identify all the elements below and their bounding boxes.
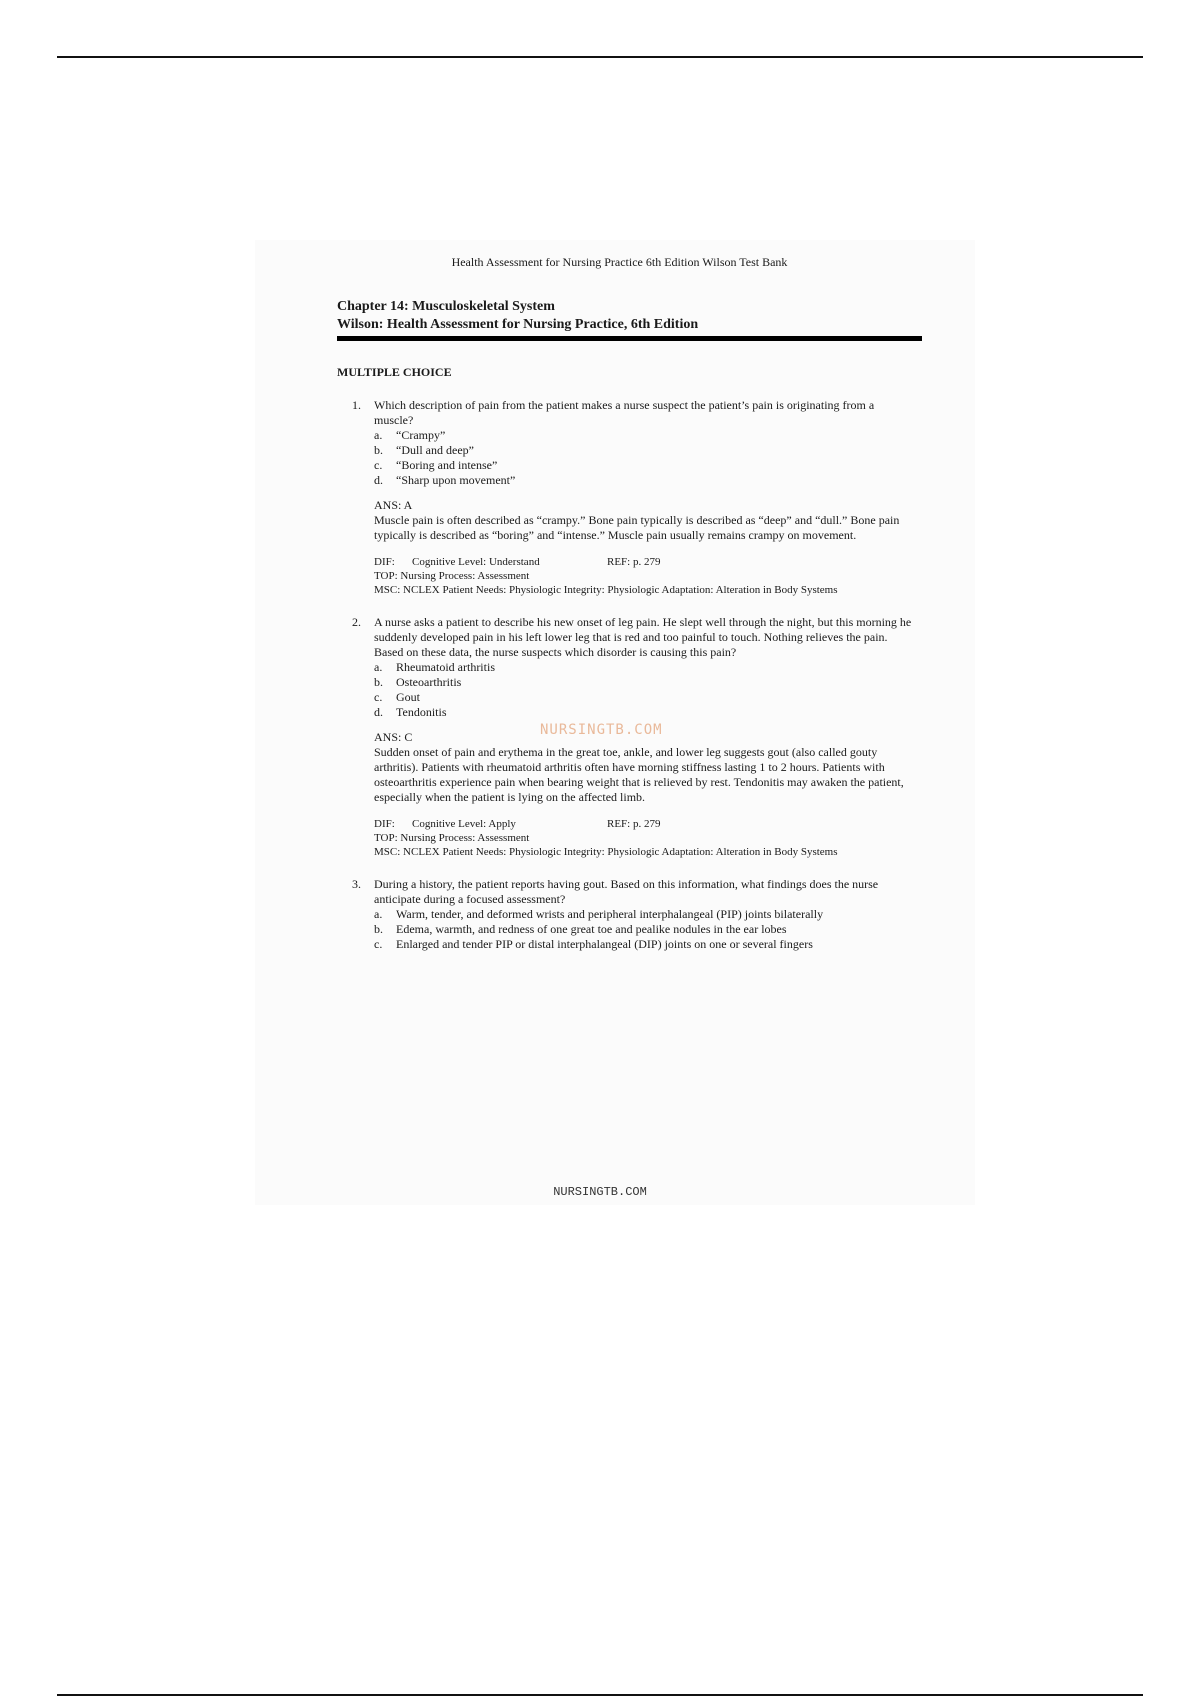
dif-value: Cognitive Level: Apply xyxy=(412,818,516,830)
page-footer: NURSINGTB.COM xyxy=(553,1185,647,1199)
option xyxy=(374,443,914,458)
dif-label: DIF: xyxy=(374,818,395,830)
option-text: “Sharp upon movement” xyxy=(396,473,516,487)
dif-label: DIF: xyxy=(374,556,395,568)
ref-value: REF: p. 279 xyxy=(607,556,661,568)
question-stem: A nurse asks a patient to describe his new onset of leg pain. He slept well through the night, but this morning he suddenly developed pain in his left lower leg that is red and too painful to touch. Nothing relieves the pain. Based on these data, the nurse suspects which disorder is causing this pain? xyxy=(374,615,912,659)
option-letter: a. xyxy=(374,660,383,674)
question-stem: Which description of pain from the patient makes a nurse suspect the patient’s pain is originating from a muscle? xyxy=(374,398,875,427)
question-number: 2. xyxy=(352,615,361,629)
option-letter: a. xyxy=(374,428,383,442)
option-text: Edema, warmth, and redness of one great toe and pealike nodules in the ear lobes xyxy=(396,922,787,936)
top-value: TOP: Nursing Process: Assessment xyxy=(374,832,530,844)
chapter-heading xyxy=(337,298,922,334)
rationale: Sudden onset of pain and erythema in the great toe, ankle, and lower leg suggests gout (also called gouty arthritis). Patients with rheumatoid arthritis often have morning stiffness lasting 1 to 2 hours. Patients with osteoarthritis experience pain when bearing weight that is relieved by rest. Tendonitis may awaken the patient, especially when the patient is lying on the affected limb. xyxy=(374,745,904,804)
watermark: NURSINGTB.COM xyxy=(540,722,663,738)
option-letter: b. xyxy=(374,922,383,936)
question-3 xyxy=(352,877,914,952)
option-text: Enlarged and tender PIP or distal interphalangeal (DIP) joints on one or several fingers xyxy=(396,937,813,951)
msc-value: MSC: NCLEX Patient Needs: Physiologic Integrity: Physiologic Adaptation: Alteration in Body Systems xyxy=(374,846,838,858)
answer-key: ANS: A xyxy=(374,498,413,512)
top-rule xyxy=(57,56,1143,58)
bottom-rule xyxy=(57,1694,1143,1696)
option-letter: c. xyxy=(374,690,383,704)
option-list xyxy=(374,428,914,488)
option-text: “Dull and deep” xyxy=(396,443,474,457)
question-meta xyxy=(374,817,914,859)
heading-rule xyxy=(337,336,922,341)
option-letter: c. xyxy=(374,458,383,472)
option xyxy=(374,675,914,690)
option-text: Tendonitis xyxy=(396,705,447,719)
option-text: “Boring and intense” xyxy=(396,458,498,472)
option-letter: c. xyxy=(374,937,383,951)
option xyxy=(374,660,914,675)
chapter-title: Chapter 14: Musculoskeletal System xyxy=(337,299,555,314)
question-1 xyxy=(352,398,914,597)
option-text: Gout xyxy=(396,690,420,704)
option-letter: b. xyxy=(374,675,383,689)
option-text: Warm, tender, and deformed wrists and peripheral interphalangeal (PIP) joints bilaterally xyxy=(396,907,824,921)
dif-value: Cognitive Level: Understand xyxy=(412,556,540,568)
question-meta xyxy=(374,555,914,597)
option-letter: a. xyxy=(374,907,383,921)
option xyxy=(374,428,914,443)
option xyxy=(374,907,914,922)
option-text: Rheumatoid arthritis xyxy=(396,660,495,674)
option xyxy=(374,690,914,705)
running-head: Health Assessment for Nursing Practice 6th Edition Wilson Test Bank xyxy=(451,255,788,269)
question-number: 3. xyxy=(352,877,361,891)
top-value: TOP: Nursing Process: Assessment xyxy=(374,570,530,582)
option-letter: d. xyxy=(374,705,383,719)
rationale: Muscle pain is often described as “crampy.” Bone pain typically is described as “deep” and “dull.” Bone pain typically is described as “boring” and “intense.” Muscle pain usually remains crampy on movement. xyxy=(374,513,900,542)
option-text: “Crampy” xyxy=(396,428,446,442)
section-title: MULTIPLE CHOICE xyxy=(337,365,452,379)
option-list xyxy=(374,907,914,952)
option xyxy=(374,922,914,937)
question-stem: During a history, the patient reports having gout. Based on this information, what findings does the nurse anticipate during a focused assessment? xyxy=(374,877,879,906)
option-text: Osteoarthritis xyxy=(396,675,462,689)
option-list xyxy=(374,660,914,720)
option xyxy=(374,705,914,720)
option-letter: b. xyxy=(374,443,383,457)
book-title: Wilson: Health Assessment for Nursing Practice, 6th Edition xyxy=(337,317,699,332)
ref-value: REF: p. 279 xyxy=(607,818,661,830)
option xyxy=(374,473,914,488)
document-body xyxy=(337,255,922,952)
question-number: 1. xyxy=(352,398,361,412)
answer-key: ANS: C xyxy=(374,730,413,744)
option xyxy=(374,937,914,952)
option xyxy=(374,458,914,473)
option-letter: d. xyxy=(374,473,383,487)
msc-value: MSC: NCLEX Patient Needs: Physiologic Integrity: Physiologic Adaptation: Alteration in Body Systems xyxy=(374,584,838,596)
